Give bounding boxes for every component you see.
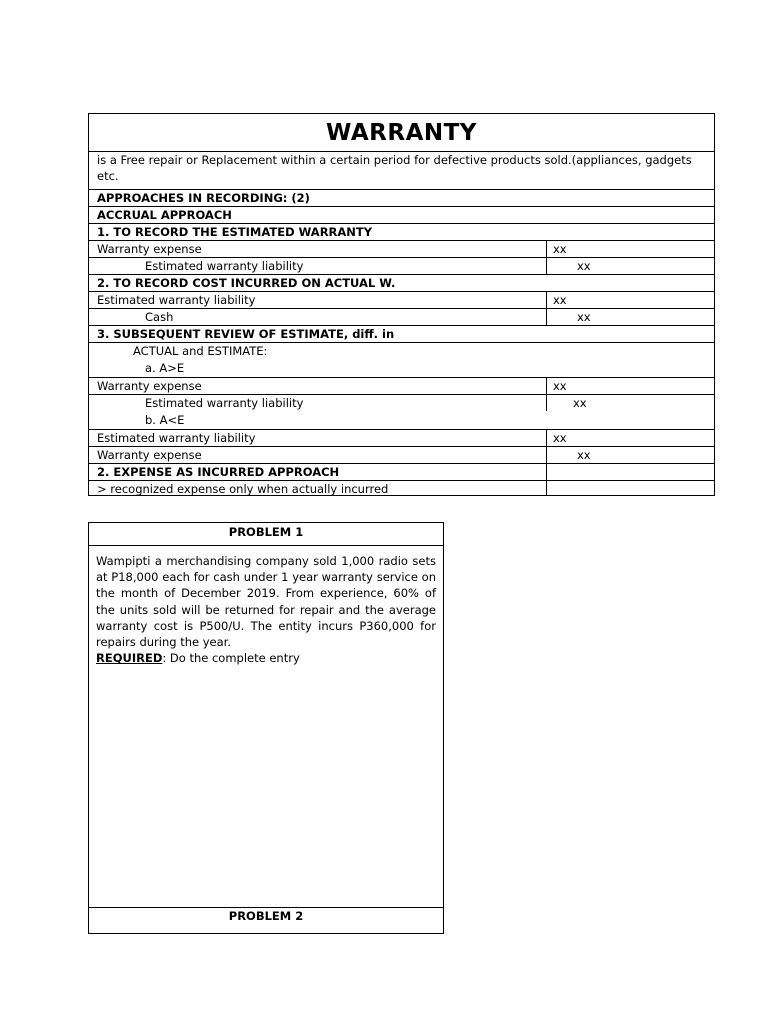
table-row	[89, 223, 714, 240]
entry-debit: xx	[553, 431, 567, 445]
entry-account: Estimated warranty liability	[97, 431, 256, 445]
case-b-label: b. A<E	[145, 413, 185, 427]
entry-account: Cash	[145, 310, 174, 324]
table-row	[89, 240, 714, 257]
definition-row	[89, 151, 714, 189]
entry-account: Warranty expense	[97, 379, 202, 393]
entry-credit: xx	[573, 396, 587, 410]
problem1-body: Wampipti a merchandising company sold 1,000 radio sets at P18,000 each for cash under 1 year warranty service on the month of December 2019. From experience, 60% of the units sold will be returned for repair and the average warranty cost is P500/U. The entity incurs P360,000 for repairs during the year.	[96, 554, 436, 650]
step3-heading: 3. SUBSEQUENT REVIEW OF ESTIMATE, diff. in	[97, 327, 395, 341]
table-row	[89, 377, 714, 394]
entry-debit: xx	[553, 379, 567, 393]
entry-debit: xx	[553, 242, 567, 256]
problem1-text	[96, 553, 436, 666]
table-row	[89, 206, 714, 223]
column-divider	[546, 430, 547, 446]
table-row	[89, 342, 714, 377]
table-row	[89, 291, 714, 308]
column-divider	[546, 258, 547, 274]
column-divider	[546, 378, 547, 394]
table-row	[89, 446, 714, 463]
divider	[89, 545, 443, 546]
expense-approach-note: > recognized expense only when actually incurred	[97, 482, 389, 496]
column-divider	[546, 309, 547, 325]
table-row	[89, 429, 714, 446]
entry-account: Warranty expense	[97, 242, 202, 256]
problem2-heading: PROBLEM 2	[228, 909, 304, 923]
column-divider	[546, 481, 547, 496]
table-row	[89, 189, 714, 206]
table-row	[89, 463, 714, 480]
warranty-definition: is a Free repair or Replacement within a certain period for defective products sold.(appliances, gadgets etc.	[97, 153, 692, 183]
column-divider	[546, 395, 547, 411]
column-divider	[546, 464, 547, 480]
required-label: REQUIRED	[96, 651, 163, 666]
column-divider	[546, 447, 547, 463]
entry-account: Warranty expense	[97, 448, 202, 462]
column-divider	[546, 241, 547, 257]
approaches-heading: APPROACHES IN RECORDING: (2)	[97, 191, 310, 205]
step3-subheading: ACTUAL and ESTIMATE:	[133, 344, 268, 358]
entry-credit: xx	[577, 448, 591, 462]
table-row	[89, 308, 714, 325]
warranty-table	[88, 113, 715, 496]
step2-heading: 2. TO RECORD COST INCURRED ON ACTUAL W.	[97, 276, 396, 290]
problem1-heading: PROBLEM 1	[228, 525, 304, 539]
problem-box	[88, 522, 444, 934]
entry-credit: xx	[577, 259, 591, 273]
expense-approach-heading: 2. EXPENSE AS INCURRED APPROACH	[97, 465, 340, 479]
column-divider	[546, 292, 547, 308]
entry-account: Estimated warranty liability	[97, 293, 256, 307]
case-a-label: a. A>E	[145, 361, 185, 375]
warranty-title: WARRANTY	[326, 120, 477, 146]
table-row	[89, 274, 714, 291]
table-row	[89, 480, 714, 496]
entry-debit: xx	[553, 293, 567, 307]
required-text: : Do the complete entry	[162, 651, 300, 666]
divider	[89, 907, 443, 908]
entry-account: Estimated warranty liability	[145, 259, 304, 273]
table-row	[89, 394, 714, 429]
entry-account: Estimated warranty liability	[145, 396, 304, 410]
accrual-heading: ACCRUAL APPROACH	[97, 208, 232, 222]
entry-credit: xx	[577, 310, 591, 324]
step1-heading: 1. TO RECORD THE ESTIMATED WARRANTY	[97, 225, 373, 239]
table-row	[89, 325, 714, 342]
table-row	[89, 257, 714, 274]
